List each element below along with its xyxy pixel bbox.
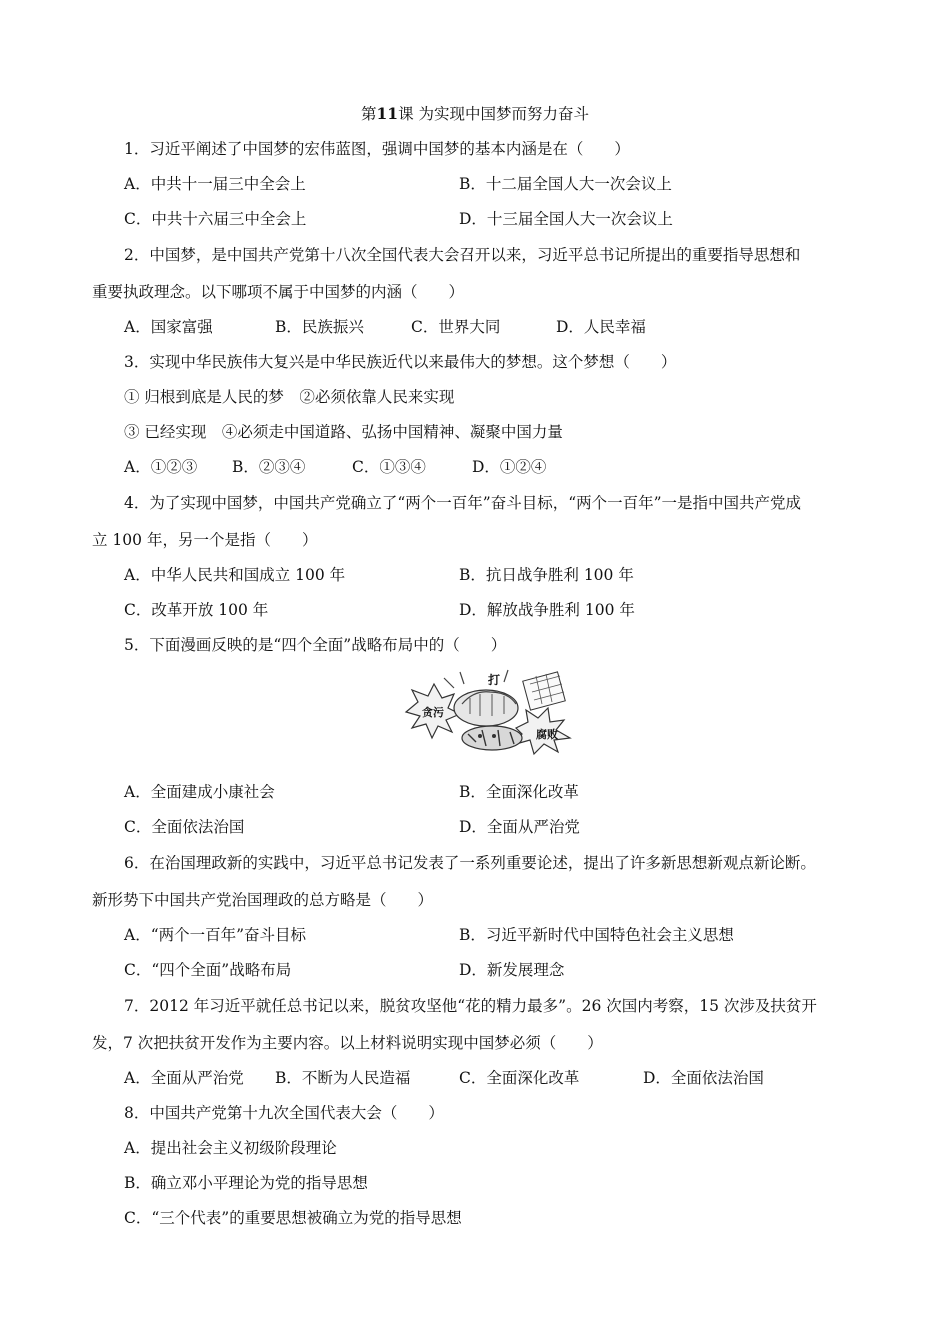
q4-option-a: A．中华人民共和国成立 100 年	[124, 566, 346, 584]
q6-option-a: A．“两个一百年”奋斗目标	[124, 926, 307, 944]
q4-option-b: B．抗日战争胜利 100 年	[459, 566, 634, 584]
q2-option-c: C．世界大同	[411, 318, 501, 336]
q1-option-a: A．中共十一届三中全会上	[124, 175, 306, 193]
q8-stem: 8．中国共产党第十九次全国代表大会（ ）	[124, 1104, 444, 1122]
q5-stem: 5．下面漫画反映的是“四个全面”战略布局中的（ ）	[124, 636, 507, 654]
q7-option-b: B．不断为人民造福	[275, 1069, 411, 1087]
q6-option-b: B．习近平新时代中国特色社会主义思想	[459, 926, 734, 944]
q2-option-b: B．民族振兴	[275, 318, 364, 336]
q4-stem-line1: 4．为了实现中国梦，中国共产党确立了“两个一百年”奋斗目标，“两个一百年”一是指中国共产党成	[124, 494, 802, 512]
q1-option-d: D．十三届全国人大一次会议上	[459, 210, 673, 228]
q4-option-d: D．解放战争胜利 100 年	[459, 601, 635, 619]
q8-option-a: A．提出社会主义初级阶段理论	[124, 1139, 337, 1157]
q2-stem-line2: 重要执政理念。以下哪项不属于中国梦的内涵（ ）	[92, 283, 465, 301]
q3-statement-2: ③ 已经实现 ④必须走中国道路、弘扬中国精神、凝聚中国力量	[124, 423, 563, 441]
q3-option-b: B．②③④	[232, 458, 306, 476]
q7-stem-line1: 7．2012 年习近平就任总书记以来，脱贫攻坚他“花的精力最多”。26 次国内考察，15 次涉及扶贫开	[124, 997, 817, 1015]
q7-option-c: C．全面深化改革	[459, 1069, 580, 1087]
q5-option-b: B．全面深化改革	[459, 783, 579, 801]
q8-option-b: B．确立邓小平理论为党的指导思想	[124, 1174, 368, 1192]
q6-option-c: C．“四个全面”战略布局	[124, 961, 292, 979]
q3-statement-1: ① 归根到底是人民的梦 ②必须依靠人民来实现	[124, 388, 455, 406]
q4-option-c: C．改革开放 100 年	[124, 601, 269, 619]
q5-option-c: C．全面依法治国	[124, 818, 245, 836]
anti-corruption-cartoon	[404, 668, 576, 756]
q4-stem-line2: 立 100 年，另一个是指（ ）	[92, 531, 318, 549]
q7-option-d: D．全面依法治国	[643, 1069, 764, 1087]
q2-stem-line1: 2．中国梦，是中国共产党第十八次全国代表大会召开以来，习近平总书记所提出的重要指导思想和	[124, 246, 801, 264]
q6-stem-line1: 6．在治国理政新的实践中，习近平总书记发表了一系列重要论述，提出了许多新思想新观点新论断。	[124, 854, 816, 872]
q1-option-c: C．中共十六届三中全会上	[124, 210, 307, 228]
q3-option-a: A．①②③	[124, 458, 198, 476]
q6-stem-line2: 新形势下中国共产党治国理政的总方略是（ ）	[92, 891, 434, 909]
q1-stem: 1．习近平阐述了中国梦的宏伟蓝图，强调中国梦的基本内涵是在（ ）	[124, 140, 630, 158]
q5-option-a: A．全面建成小康社会	[124, 783, 275, 801]
q7-stem-line2: 发，7 次把扶贫开发作为主要内容。以上材料说明实现中国梦必须（ ）	[92, 1034, 603, 1052]
cartoon-word-right: 腐败	[536, 728, 558, 741]
lesson-title: 第11课 为实现中国梦而努力奋斗	[360, 104, 590, 123]
q3-option-c: C．①③④	[352, 458, 426, 476]
q2-option-a: A．国家富强	[124, 318, 213, 336]
q7-option-a: A．全面从严治党	[124, 1069, 244, 1087]
q8-option-c: C．“三个代表”的重要思想被确立为党的指导思想	[124, 1209, 462, 1227]
q3-option-d: D．①②④	[472, 458, 547, 476]
q5-option-d: D．全面从严治党	[459, 818, 580, 836]
cartoon-word-top: 打	[488, 673, 501, 687]
q1-option-b: B．十二届全国人大一次会议上	[459, 175, 672, 193]
cartoon-word-left: 贪污	[422, 706, 444, 719]
q2-option-d: D．人民幸福	[556, 318, 646, 336]
q6-option-d: D．新发展理念	[459, 961, 565, 979]
q3-stem: 3．实现中华民族伟大复兴是中华民族近代以来最伟大的梦想。这个梦想（ ）	[124, 353, 677, 371]
